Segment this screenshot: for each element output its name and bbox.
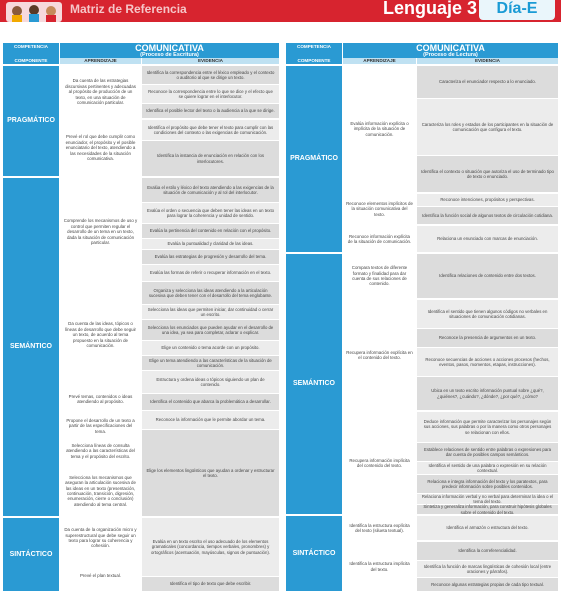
evidencia-cell: Evalúa la pertinencia del contenido en relación con el propósito. [142, 224, 279, 238]
reading-matrix [286, 43, 558, 591]
evidencia-cell: Identifica el propósito que debe tener el texto para cumplir con las condiciones del contexto o las exigencias de comunicación. [142, 120, 279, 140]
section-pragmatico: PRAGMÁTICO [286, 66, 342, 252]
evidencia-cell: Selecciona los enunciados que pueden ayudar en el desarrollo de una idea, ya sea para completar, aclarar o explicar. [142, 320, 279, 340]
evidencia-cell: Reconoce la correspondencia entre lo que se dice y el efecto que se quiere lograr en el interlocutor. [142, 85, 279, 103]
competency-name: COMUNICATIVA [135, 43, 204, 53]
aprendizaje-cell: Selecciona líneas de consulta atendiendo a las características del tema y el propósito del escrito. [60, 438, 141, 464]
evidencia-cell: Identifica el tipo de texto que debe escribir. [142, 577, 279, 591]
competencia-label: COMPETENCIA [3, 43, 59, 64]
evidencia-cell: Elige un tema atendiendo a las características de la situación de comunicación. [142, 356, 279, 370]
evidencia-label: EVIDENCIA [417, 58, 558, 64]
evidencia-cell: Identifica la función de marcas lingüísticas de cohesión local (entre oraciones y párrafos). [417, 561, 558, 577]
evidencia-cell: Elige los elementos lingüísticos que ayudan a ordenar y estructurar el texto. [142, 430, 279, 516]
evidencia-cell: Identifica la instancia de enunciación en relación con los interlocutores. [142, 141, 279, 176]
aprendizaje-cell: Recupera información explícita en el contenido del texto. [343, 300, 416, 410]
evidencia-cell: Reconoce la información que le permite abordar un tema. [142, 411, 279, 429]
aprendizaje-cell: Da cuenta de la organización micro y superestructural que debe seguir un texto para lograr su coherencia y cohesión. [60, 518, 141, 558]
competencia-label: COMPETENCIA [286, 43, 342, 64]
subject-title: Lenguaje 3 [383, 0, 478, 18]
evidencia-cell: Identifica la correspondencia entre el léxico empleado y el contexto o auditorio al que se dirige un texto. [142, 66, 279, 84]
competency-name: COMUNICATIVA [416, 43, 485, 53]
evidencia-cell: Relaciona e integra información del texto y los paratextos, para predecir información sobre posibles contenidos. [417, 475, 558, 493]
evidencia-cell: Organiza y selecciona las ideas atendiendo a la articulación sucesiva que deben tener con el desarrollo del tema englobante. [142, 282, 279, 304]
table-header [286, 43, 558, 64]
evidencia-cell: Identifica el contenido que abarca la problemática a desarrollar. [142, 394, 279, 410]
evidencia-cell: Evalúa las formas de referir o recuperar información en el texto. [142, 265, 279, 281]
evidencia-cell: Ubica en un texto escrito información puntual sobre ¿qué?, ¿quiénes?, ¿cuándo?, ¿dónde?, ¿por qué?, ¿cómo? [417, 377, 558, 410]
evidencia-cell: Evalúa en un texto escrito el uso adecuado de los elementos gramaticales (concordancia, tiempos verbales, pronombres) y ortográficos (acentuación, mayúsculas, signos de puntuación). [142, 518, 279, 576]
aprendizaje-label: APRENDIZAJE [343, 58, 416, 64]
aprendizaje-cell: Da cuenta de las ideas, tópicos o líneas de desarrollo que debe seguir un texto, de acuerdo al tema propuesto en la situación de comunicación. [60, 288, 141, 382]
evidencia-cell: Evalúa las estrategias de progresión y desarrollo del tema. [142, 250, 279, 264]
process-name: (Proceso de Escritura) [140, 52, 199, 58]
evidencia-cell: Identifica el sentido de una palabra o expresión en su relación contextual. [417, 462, 558, 474]
aprendizaje-cell: Propone el desarrollo de un texto a partir de las especificaciones del tema. [60, 416, 141, 436]
aprendizaje-cell: Prevé el rol que debe cumplir como enunciador, el propósito y el posible enunciatario del texto, atendiendo a las necesidades de la situación comunicativa. [60, 120, 141, 176]
evidencia-cell: Elige un contenido o tema acorde con un propósito. [142, 341, 279, 355]
section-semantico: SEMÁNTICO [286, 254, 342, 514]
evidencia-cell: Evalúa la puntualidad y claridad de las ideas. [142, 239, 279, 249]
section-semantico: SEMÁNTICO [3, 178, 59, 516]
aprendizaje-cell: Reconoce información explícita de la situación de comunicación. [343, 226, 416, 252]
process-name: (Proceso de Lectura) [423, 52, 478, 58]
aprendizaje-cell: Evalúa información explícita o implícita de la situación de comunicación. [343, 66, 416, 192]
brand-logo: Día-E [479, 0, 555, 20]
aprendizaje-cell: Identifica la estructura implícita del texto. [343, 542, 416, 591]
competency-title [60, 43, 279, 58]
componente-label: COMPONENTE [3, 58, 59, 64]
table-header [3, 43, 279, 64]
evidencia-cell: Relaciona información verbal y no verbal para determinar la idea o el tema del texto. [417, 494, 558, 504]
aprendizaje-cell: Recupera información implícita del contenido del texto. [343, 412, 416, 514]
children-logo-icon [4, 0, 64, 22]
section-pragmatico: PRAGMÁTICO [3, 66, 59, 176]
evidencia-cell: Identifica el posible lector del texto o la audiencia a la que se dirige. [142, 104, 279, 118]
evidencia-cell: Identifica el armazón o estructura del texto. [417, 516, 558, 540]
aprendizaje-cell: Selecciona los mecanismos que aseguran la articulación sucesiva de las ideas en un texto (presentación, continuación, transición, digresión, enumeración, cierre o conclusión) atendiendo al tema central. [60, 466, 141, 516]
evidencia-cell: Identifica la correferencialidad. [417, 542, 558, 560]
evidencia-cell: Establece relaciones de sentido entre palabras o expresiones para dar cuenta de posibles campos semánticos. [417, 443, 558, 461]
evidencia-cell: Reconoce algunas estrategias propias de cada tipo textual. [417, 578, 558, 591]
evidencia-cell: Identifica la función social de algunos textos de circulación cotidiana. [417, 207, 558, 224]
evidencia-cell: Reconoce la presencia de argumentos en un texto. [417, 329, 558, 347]
page-title: Matriz de Referencia [70, 2, 187, 16]
aprendizaje-cell: Reconoce elementos implícitos de la situación comunicativa del texto. [343, 194, 416, 224]
section-sintactico: SINTÁCTICO [3, 518, 59, 591]
componente-label: COMPONENTE [286, 58, 342, 64]
evidencia-cell: Sintetiza y generaliza información, para construir hipótesis globales sobre el contenido del texto. [417, 505, 558, 514]
evidencia-cell: Identifica el contexto o situación que autoriza el uso de terminado tipo de texto o enunciado. [417, 156, 558, 192]
section-sintactico: SINTÁCTICO [286, 516, 342, 591]
aprendizaje-cell: Compara textos de diferente formato y finalidad para dar cuenta de sus relaciones de contenido. [343, 254, 416, 298]
evidencia-cell: Estructura y ordena ideas o tópicos siguiendo un plan de contenido. [142, 371, 279, 393]
competency-title [343, 43, 558, 58]
evidencia-cell: Identifica el sentido que tienen algunos códigos no verbales en situaciones de comunicación cotidianas. [417, 300, 558, 328]
evidencia-cell: Relaciona un enunciado con marcas de enunciación. [417, 226, 558, 252]
aprendizaje-cell: Prevé temas, contenidos o ideas atendiendo al propósito. [60, 384, 141, 414]
evidencia-cell: Caracteriza los roles y estados de los participantes en la situación de comunicación que configura el texto. [417, 99, 558, 155]
evidencia-cell: Selecciona las ideas que permiten iniciar, dar continuidad o cerrar un escrito. [142, 305, 279, 319]
evidencia-cell: Evalúa el orden o secuencia que deben tener las ideas en un texto para lograr la coherencia y unidad de sentido. [142, 203, 279, 223]
evidencia-cell: Identifica relaciones de contenido entre dos textos. [417, 254, 558, 298]
aprendizaje-cell: Prevé el plan textual. [60, 560, 141, 591]
evidencia-cell: Reconoce intenciones, propósitos y perspectivas. [417, 194, 558, 206]
evidencia-cell: Caracteriza el enunciador respecto a lo enunciado. [417, 66, 558, 98]
writing-matrix [3, 43, 279, 591]
evidencia-label: EVIDENCIA [142, 58, 279, 64]
evidencia-cell: Deduce información que permite caracterizar los personajes según sus acciones, sus palabras o por la manera como otros personajes se relacionan con ellos. [417, 412, 558, 442]
aprendizaje-label: APRENDIZAJE [60, 58, 141, 64]
evidencia-cell: Evalúa el estilo y léxico del texto atendiendo a las exigencias de la situación de comunicación y al rol del interlocutor. [142, 178, 279, 202]
evidencia-cell: Reconoce secuencias de acciones o acciones procesos (hechos, eventos, pasos, momentos, etapas, instrucciones). [417, 348, 558, 376]
aprendizaje-cell: Da cuenta de las estrategias discursivas pertinentes y adecuadas al propósito de producción de un texto, en una situación de comunicación particular. [60, 66, 141, 118]
aprendizaje-cell: Comprende los mecanismos de uso y control que permiten regular el desarrollo de un tema en un texto, dada la situación de comunicación particular. [60, 178, 141, 286]
aprendizaje-cell: Identifica la estructura explícita del texto (silueta textual). [343, 516, 416, 540]
